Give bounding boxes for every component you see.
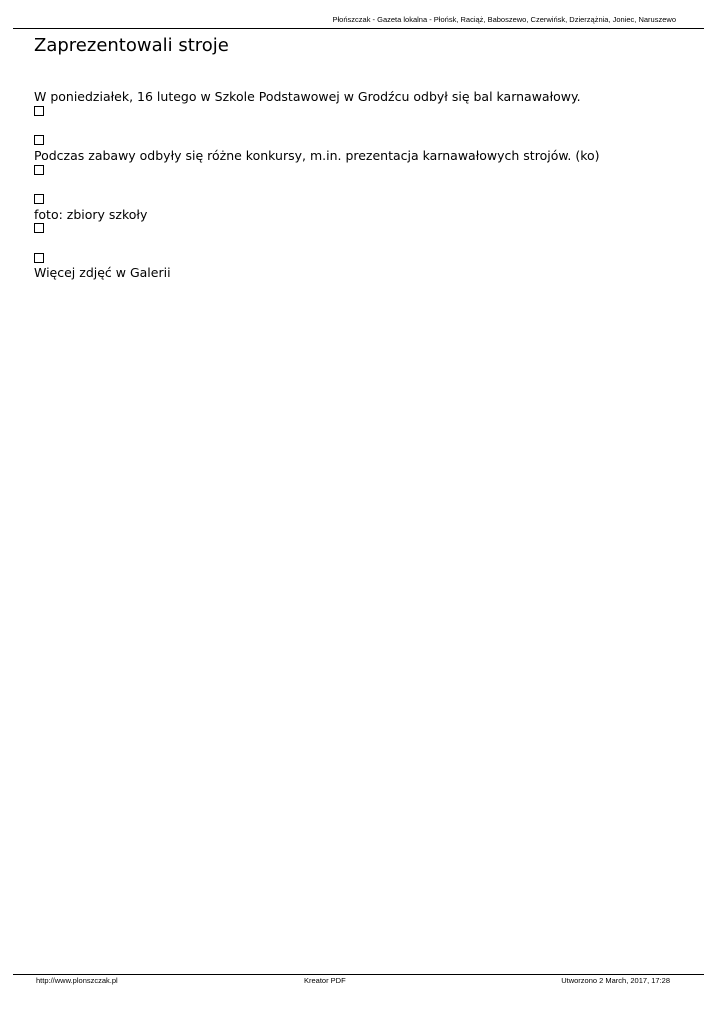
gallery-link[interactable]: Więcej zdjęć w Galerii (34, 265, 171, 281)
placeholder-image-icon (34, 105, 694, 120)
photo-credit: foto: zbiory szkoły (34, 206, 148, 222)
placeholder-image-icon (34, 134, 694, 149)
footer-created-date: Utworzono 2 March, 2017, 17:28 (561, 976, 670, 985)
spacer (34, 178, 694, 193)
footer-url[interactable]: http://www.plonszczak.pl (36, 976, 118, 985)
article-paragraph: W poniedziałek, 16 lutego w Szkole Podstawowej w Grodźcu odbył się bal karnawałowy. (34, 89, 581, 104)
article-paragraph: Podczas zabawy odbyły się różne konkursy, m.in. prezentacja karnawałowych strojów. (ko) (34, 147, 600, 163)
footer-divider (13, 974, 704, 975)
placeholder-image-icon (34, 164, 694, 179)
article-title: Zaprezentowali stroje (34, 35, 229, 56)
placeholder-image-icon (34, 252, 694, 267)
page-header-site: Płońszczak - Gazeta lokalna - Płońsk, Raciąż, Baboszewo, Czerwińsk, Dzierzążnia, Joniec, Naruszewo (332, 15, 676, 24)
placeholder-image-icon (34, 193, 694, 208)
article-body (34, 90, 694, 281)
placeholder-image-icon (34, 222, 694, 237)
header-divider (13, 28, 704, 29)
spacer (34, 237, 694, 252)
spacer (34, 119, 694, 134)
footer-generator: Kreator PDF (304, 976, 346, 985)
